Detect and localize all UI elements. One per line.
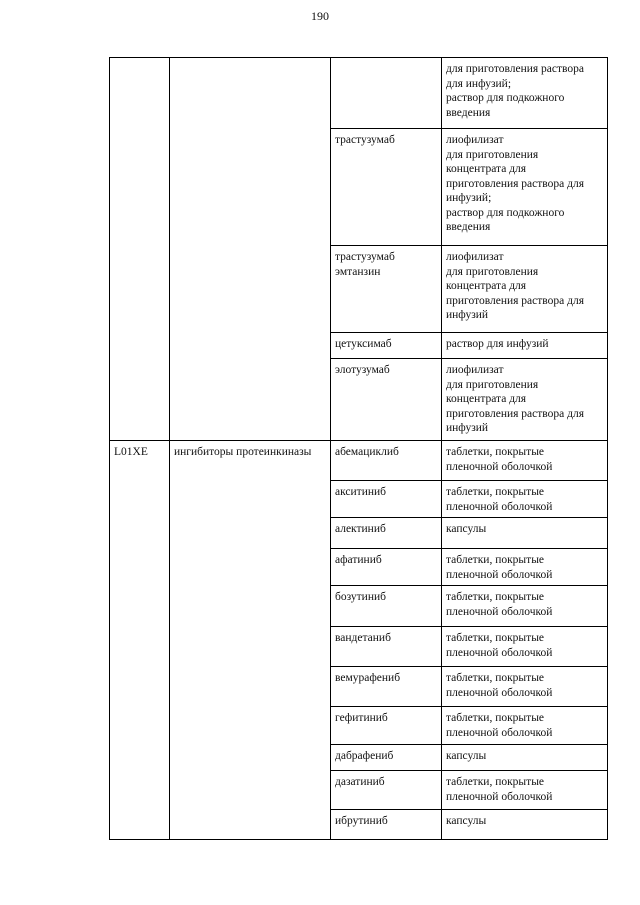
drug-name-cell: дабрафениб	[331, 745, 442, 771]
page-number: 190	[311, 9, 329, 23]
dosage-form-cell: таблетки, покрытые пленочной оболочкой	[442, 627, 608, 667]
table-row	[110, 441, 608, 481]
drug-name-cell: бозутиниб	[331, 586, 442, 627]
dosage-form-cell: для приготовления раствора для инфузий; раствор для подкожного введения	[442, 58, 608, 129]
dosage-form-cell: раствор для инфузий	[442, 333, 608, 359]
drug-name-cell: ибрутиниб	[331, 810, 442, 840]
drug-name-cell: элотузумаб	[331, 359, 442, 441]
drug-table	[109, 57, 608, 840]
group-name-cell	[170, 58, 331, 441]
drug-name-cell: трастузумаб	[331, 129, 442, 246]
atc-code-cell	[110, 58, 170, 441]
group-name-cell: ингибиторы протеинкиназы	[170, 441, 331, 840]
drug-name-cell: вандетаниб	[331, 627, 442, 667]
dosage-form-cell: капсулы	[442, 518, 608, 549]
drug-name-cell: дазатиниб	[331, 771, 442, 810]
drug-name-cell: вемурафениб	[331, 667, 442, 707]
drug-name-cell: гефитиниб	[331, 707, 442, 745]
dosage-form-cell: таблетки, покрытые пленочной оболочкой	[442, 586, 608, 627]
drug-name-cell	[331, 58, 442, 129]
dosage-form-cell: лиофилизат для приготовления концентрата для приготовления раствора для инфузий	[442, 246, 608, 333]
drug-name-cell: абемациклиб	[331, 441, 442, 481]
drug-name-cell: цетуксимаб	[331, 333, 442, 359]
dosage-form-cell: капсулы	[442, 745, 608, 771]
dosage-form-cell: таблетки, покрытые пленочной оболочкой	[442, 771, 608, 810]
dosage-form-cell: таблетки, покрытые пленочной оболочкой	[442, 707, 608, 745]
drug-name-cell: афатиниб	[331, 549, 442, 586]
table-row	[110, 58, 608, 129]
dosage-form-cell: лиофилизат для приготовления концентрата для приготовления раствора для инфузий; раствор для подкожного введения	[442, 129, 608, 246]
dosage-form-cell: капсулы	[442, 810, 608, 840]
drug-name-cell: акситиниб	[331, 481, 442, 518]
dosage-form-cell: лиофилизат для приготовления концентрата для приготовления раствора для инфузий	[442, 359, 608, 441]
dosage-form-cell: таблетки, покрытые пленочной оболочкой	[442, 441, 608, 481]
dosage-form-cell: таблетки, покрытые пленочной оболочкой	[442, 549, 608, 586]
drug-name-cell: трастузумаб эмтанзин	[331, 246, 442, 333]
dosage-form-cell: таблетки, покрытые пленочной оболочкой	[442, 481, 608, 518]
dosage-form-cell: таблетки, покрытые пленочной оболочкой	[442, 667, 608, 707]
atc-code-cell: L01XE	[110, 441, 170, 840]
drug-name-cell: алектиниб	[331, 518, 442, 549]
